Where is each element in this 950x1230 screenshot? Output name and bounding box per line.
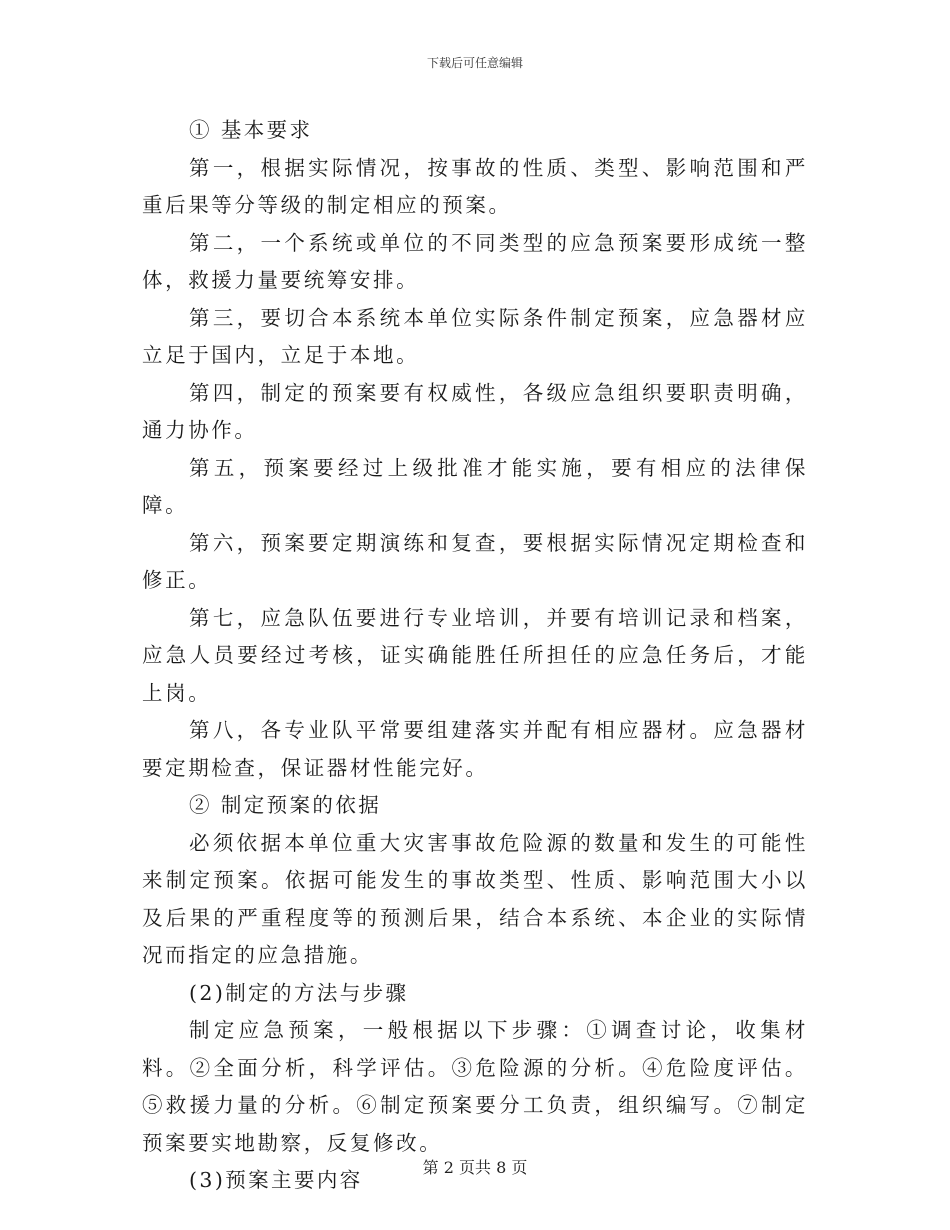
paragraph-basis: 必须依据本单位重大灾害事故危险源的数量和发生的可能性来制定预案。依据可能发生的事故类型、性质、影响范围大小以及后果的严重程度等的预测后果，结合本系统、本企业的实际情况而指定的应急措施。	[142, 830, 808, 967]
page-footer: 第 2 页共 8 页	[422, 1158, 528, 1177]
paragraph-methods: 制定应急预案，一般根据以下步骤：①调查讨论，收集材料。②全面分析，科学评估。③危险源的分析。④危险度评估。⑤救援力量的分析。⑥制定预案要分工负责，组织编写。⑦制定预案要实地勘察，反复修改。	[142, 1018, 808, 1155]
paragraph-item-5: 第五，预案要经过上级批准才能实施，要有相应的法律保障。	[142, 455, 808, 517]
paragraph-item-8: 第八，各专业队平常要组建落实并配有相应器材。应急器材要定期检查，保证器材性能完好。	[142, 718, 808, 780]
section-heading-main-content: (3)预案主要内容	[189, 1168, 363, 1192]
paragraph-item-1: 第一，根据实际情况，按事故的性质、类型、影响范围和严重后果等分等级的制定相应的预案。	[142, 155, 808, 217]
paragraph-item-4: 第四，制定的预案要有权威性，各级应急组织要职责明确，通力协作。	[142, 380, 808, 442]
section-heading-methods: (2)制定的方法与步骤	[189, 980, 409, 1005]
paragraph-item-2: 第二，一个系统或单位的不同类型的应急预案要形成统一整体，救援力量要统筹安排。	[142, 230, 808, 292]
section-heading-basis: ② 制定预案的依据	[189, 793, 382, 817]
paragraph-item-7: 第七，应急队伍要进行专业培训，并要有培训记录和档案，应急人员要经过考核，证实确能胜任所担任的应急任务后，才能上岗。	[142, 605, 808, 705]
page-header: 下载后可任意编辑	[426, 56, 523, 70]
paragraph-item-3: 第三，要切合本系统本单位实际条件制定预案，应急器材应立足于国内，立足于本地。	[142, 305, 808, 367]
document-body	[142, 112, 808, 1200]
paragraph-item-6: 第六，预案要定期演练和复查，要根据实际情况定期检查和修正。	[142, 530, 808, 592]
section-heading-basic-requirements: ① 基本要求	[189, 118, 313, 142]
